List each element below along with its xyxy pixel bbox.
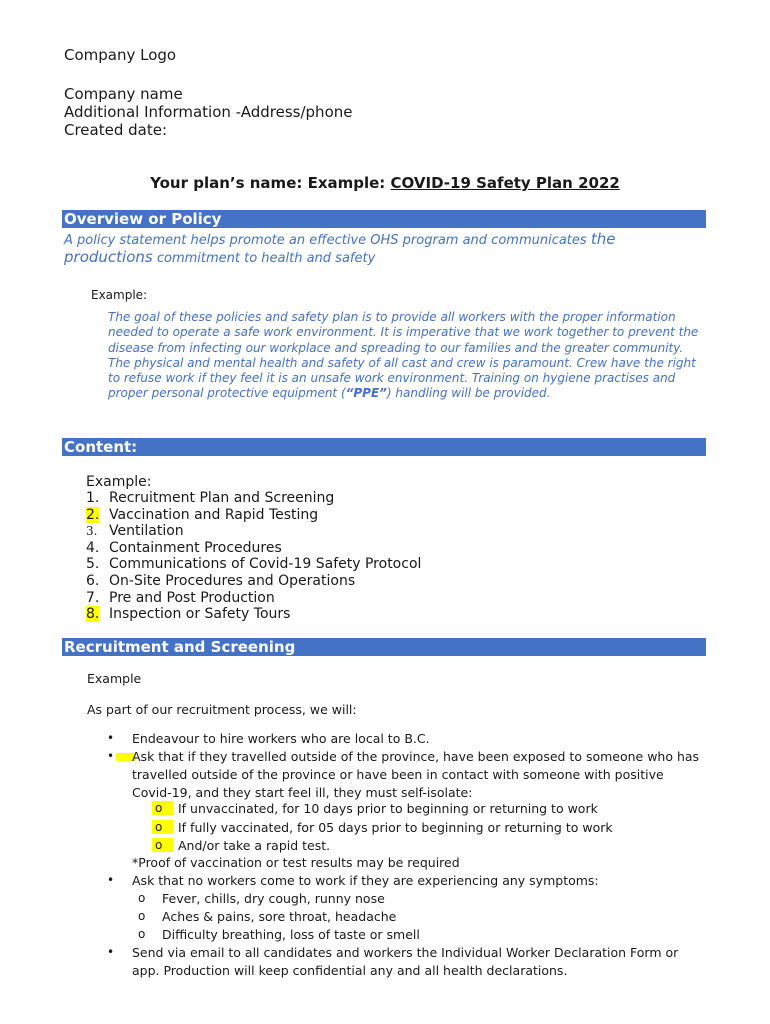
content-item (86, 590, 421, 607)
sub-bullet-icon: o (138, 909, 146, 923)
section-heading-overview: Overview or Policy (62, 210, 706, 228)
recruitment-bullet-1: Endeavour to hire workers who are local to B.C. (132, 731, 430, 746)
sub-bullet-icon: o (152, 837, 173, 855)
content-item-number: 8. (86, 606, 100, 623)
content-item (86, 490, 421, 507)
plan-title-prefix: Your plan’s name: Example: (150, 174, 391, 192)
content-item (86, 523, 421, 540)
recruitment-example-label: Example (87, 671, 142, 686)
overview-lead-the: the (590, 230, 616, 248)
overview-lead-text-2: commitment to health and safety (156, 251, 376, 266)
recruitment-bullet-2-line3: Covid-19, and they start feel ill, they must self-isolate: (132, 785, 473, 800)
sub-bullet-icon: o (152, 800, 173, 818)
bullet-icon: • (107, 873, 115, 887)
recruitment-sub-1: If unvaccinated, for 10 days prior to beginning or returning to work (178, 801, 598, 816)
section-heading-content: Content: (62, 438, 706, 456)
overview-lead-line2 (64, 248, 375, 268)
content-item-number: 4. (86, 539, 100, 556)
content-item (86, 606, 421, 623)
recruitment-sub-3: And/or take a rapid test. (178, 838, 331, 853)
content-item-number: 2. (86, 506, 100, 523)
section-heading-recruitment: Recruitment and Screening (62, 638, 706, 656)
content-item-label: Containment Procedures (109, 539, 282, 556)
bullet-icon: • (107, 731, 115, 745)
created-date: Created date: (64, 121, 168, 139)
content-item-label: Inspection or Safety Tours (109, 606, 291, 623)
overview-lead-line1 (64, 230, 615, 250)
content-item (86, 507, 421, 524)
proof-note: *Proof of vaccination or test results may be required (132, 855, 460, 870)
content-item (86, 556, 421, 573)
content-item-label: Vaccination and Rapid Testing (109, 506, 319, 523)
overview-example-paragraph (108, 310, 708, 402)
recruitment-sub-2: If fully vaccinated, for 05 days prior to beginning or returning to work (178, 820, 613, 835)
overview-example-text: The goal of these policies and safety plan is to provide all workers with the proper information needed to operate a safe work environment. It is imperative that we work together to prevent the disease from infecting our workplace and spreading to our families and the greater community. The physical and mental health and safety of all cast and crew is paramount. Crew have the right to refuse work if they feel it is an unsafe work environment. Training on hygiene practises and proper personal protective equipment ( (108, 310, 699, 401)
content-item-number: 3. (86, 524, 98, 539)
sub-bullet-icon: o (138, 891, 146, 905)
recruitment-bullet-2-line2: travelled outside of the province or have been in contact with someone with positive (132, 767, 664, 782)
recruitment-intro: As part of our recruitment process, we will: (87, 702, 357, 717)
plan-title (0, 174, 770, 192)
content-item-label: Recruitment Plan and Screening (109, 490, 335, 506)
content-example-label: Example: (86, 474, 152, 490)
recruitment-bullet-4-line2: app. Production will keep confidential any and all health declarations. (132, 963, 568, 978)
recruitment-bullet-2-line1: Ask that if they travelled outside of the province, have been exposed to someone who has (132, 749, 700, 764)
content-item (86, 573, 421, 590)
symptom-item: Difficulty breathing, loss of taste or smell (162, 927, 420, 942)
content-item-label: Communications of Covid-19 Safety Protocol (109, 556, 422, 573)
symptom-item: Aches & pains, sore throat, headache (162, 909, 397, 924)
content-item-number: 6. (86, 572, 100, 589)
overview-example-text-end: ) handling will be provided. (386, 386, 551, 401)
ppe-term: “PPE” (345, 386, 387, 401)
sub-bullet-icon: o (138, 927, 146, 941)
bullet-icon: • (107, 945, 115, 959)
overview-example-label: Example: (91, 288, 148, 302)
overview-lead-productions: productions (64, 248, 153, 266)
sub-bullet-icon: o (152, 819, 173, 837)
symptom-item: Fever, chills, dry cough, runny nose (162, 891, 385, 906)
content-item-label: On-Site Procedures and Operations (109, 572, 356, 589)
recruitment-bullet-4-line1: Send via email to all candidates and workers the Individual Worker Declaration Form or (132, 945, 679, 960)
additional-info: Additional Information -Address/phone (64, 103, 353, 121)
content-list (86, 490, 421, 623)
recruitment-bullet-3: Ask that no workers come to work if they are experiencing any symptoms: (132, 873, 599, 888)
content-item-number: 7. (86, 589, 100, 606)
bullet-icon: • (107, 748, 136, 766)
content-item (86, 540, 421, 557)
content-item-label: Ventilation (109, 523, 184, 540)
company-logo-placeholder: Company Logo (64, 46, 177, 64)
content-item-label: Pre and Post Production (109, 589, 275, 606)
content-item-number: 1. (86, 490, 100, 506)
company-name: Company name (64, 85, 183, 103)
content-item-number: 5. (86, 556, 100, 573)
overview-lead-text: A policy statement helps promote an effective OHS program and communicates (64, 233, 587, 248)
plan-name: COVID-19 Safety Plan 2022 (390, 174, 620, 192)
